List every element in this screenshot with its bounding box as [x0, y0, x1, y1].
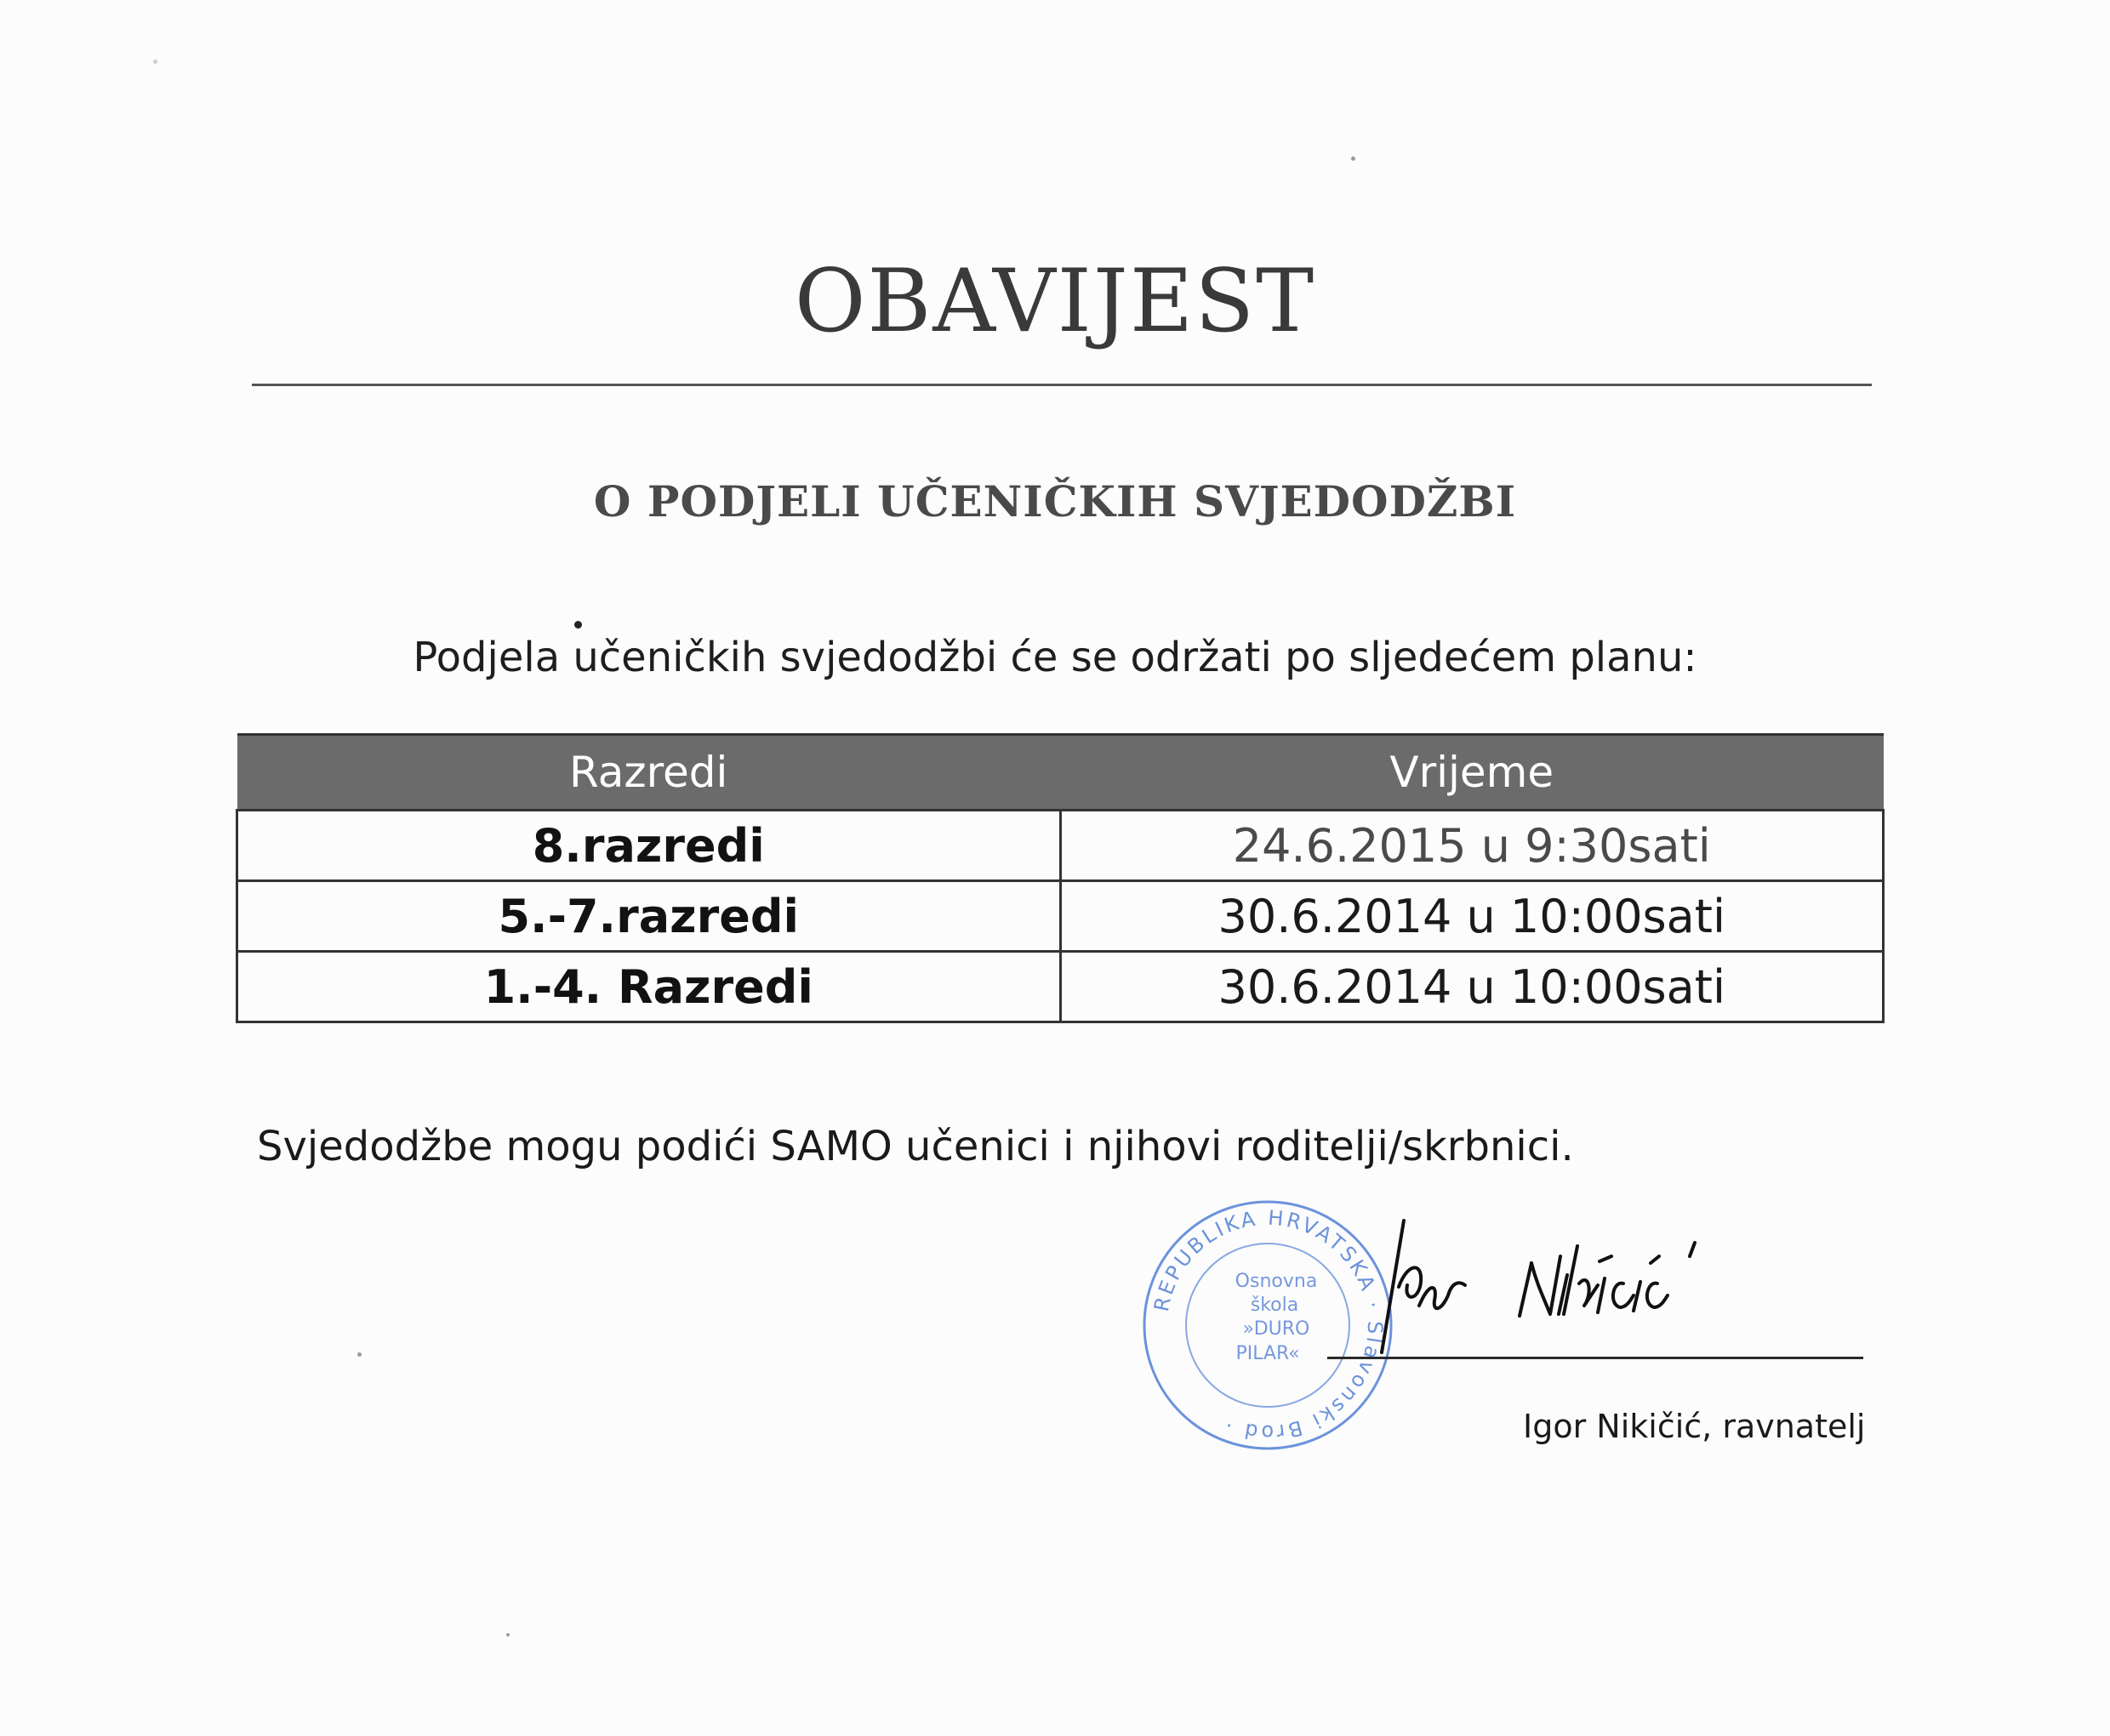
- scan-speck: [1351, 157, 1355, 161]
- scan-speck: [153, 60, 157, 64]
- scan-speck: [574, 621, 582, 629]
- title-divider: [252, 384, 1872, 386]
- cell-classes: 1.-4. Razredi: [237, 952, 1061, 1022]
- scan-speck: [506, 1633, 510, 1636]
- page-subtitle: O PODJELI UČENIČKIH SVJEDODŽBI: [593, 476, 1517, 526]
- cell-time: 24.6.2015 u 9:30sati: [1060, 811, 1884, 881]
- signature-icon: [1370, 1212, 1744, 1357]
- header-classes: Razredi: [237, 735, 1061, 811]
- table-row: [237, 811, 1884, 881]
- header-time: Vrijeme: [1060, 735, 1884, 811]
- cell-time: 30.6.2014 u 10:00sati: [1060, 952, 1884, 1022]
- cell-time: 30.6.2014 u 10:00sati: [1060, 881, 1884, 952]
- intro-text: Podjela učeničkih svjedodžbi će se održati po sljedećem planu:: [413, 634, 1697, 681]
- table-row: [237, 881, 1884, 952]
- schedule-table: [236, 733, 1885, 1023]
- cell-classes: 5.-7.razredi: [237, 881, 1061, 952]
- svg-text:REPUBLIKA HRVATSKA · Slavonski: REPUBLIKA HRVATSKA · Slavonski Brod ·: [1149, 1205, 1388, 1445]
- svg-text:škola: škola: [1250, 1295, 1299, 1316]
- pickup-note: Svjedodžbe mogu podići SAMO učenici i njihovi roditelji/skrbnici.: [257, 1123, 1574, 1170]
- cell-classes: 8.razredi: [237, 811, 1061, 881]
- signature-line: [1327, 1357, 1863, 1359]
- page-title: OBAVIJEST: [794, 251, 1316, 352]
- svg-text:Osnovna: Osnovna: [1235, 1271, 1318, 1292]
- table-header-row: [237, 735, 1884, 811]
- svg-text:»DURO: »DURO: [1242, 1318, 1310, 1340]
- signatory-name: Igor Nikičić, ravnatelj: [1523, 1408, 1866, 1445]
- svg-text:PILAR«: PILAR«: [1235, 1343, 1300, 1364]
- scan-speck: [357, 1352, 362, 1357]
- table-row: [237, 952, 1884, 1022]
- school-stamp-icon: [1140, 1198, 1395, 1453]
